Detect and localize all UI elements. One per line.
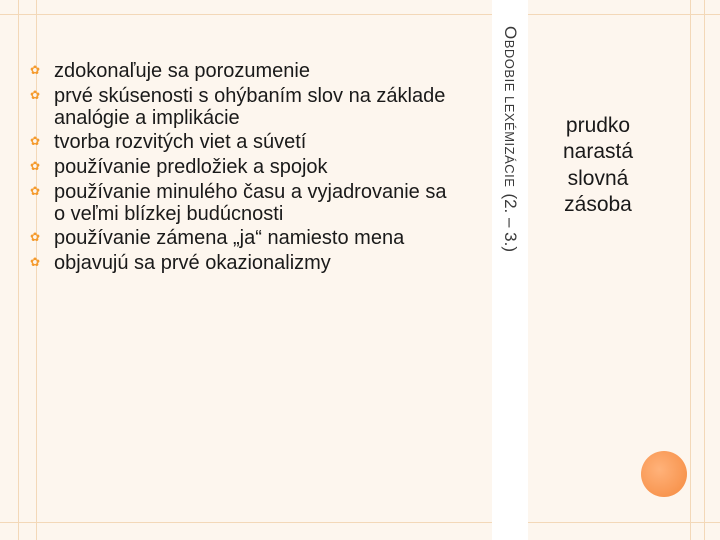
list-item-text: zdokonaľuje sa porozumenie [54,60,310,82]
slide-title-sub: (2. – 3.) [501,193,520,253]
grid-line [690,0,691,540]
list-item-text: používanie predložiek a spojok [54,156,328,179]
slide-title [492,26,528,326]
side-note: prudko narastá slovná zásoba [562,114,634,216]
list-item-text: tvorba rozvitých viet a súvetí [54,131,307,154]
list-item [30,227,450,249]
list-item [30,181,450,225]
bullet-icon: ✿ [30,255,41,270]
list-item-text: prvé skúsenosti s ohýbaním slov na základe analógie a implikácie [54,84,446,129]
grid-line [704,0,705,540]
title-band [492,0,528,540]
list-item [30,85,450,129]
slide-title-main [500,26,520,187]
list-item [30,252,450,274]
list-item [30,156,450,178]
decorative-circle [641,451,687,497]
title-main-text: BDOBIE LEXÉMIZÁCIE [502,39,517,188]
bullet-icon: ✿ [30,159,41,174]
grid-line [18,0,19,540]
bullet-icon: ✿ [30,134,41,149]
grid-line [0,14,720,15]
bullet-icon: ✿ [30,183,41,198]
bullet-icon: ✿ [30,87,41,102]
list-item-text: používanie zámena „ja“ namiesto mena [54,227,405,250]
bullet-list [30,60,450,277]
list-item [30,131,450,153]
list-item-text: používanie minulého času a vyjadrovanie sa o veľmi blízkej budúcnosti [54,180,447,225]
list-item [30,60,450,82]
bullet-icon: ✿ [30,230,41,245]
bullet-icon: ✿ [30,63,41,77]
list-item-text: objavujú sa prvé okazionalizmy [54,252,331,275]
grid-line [0,522,720,523]
title-cap-letter: O [501,26,520,40]
